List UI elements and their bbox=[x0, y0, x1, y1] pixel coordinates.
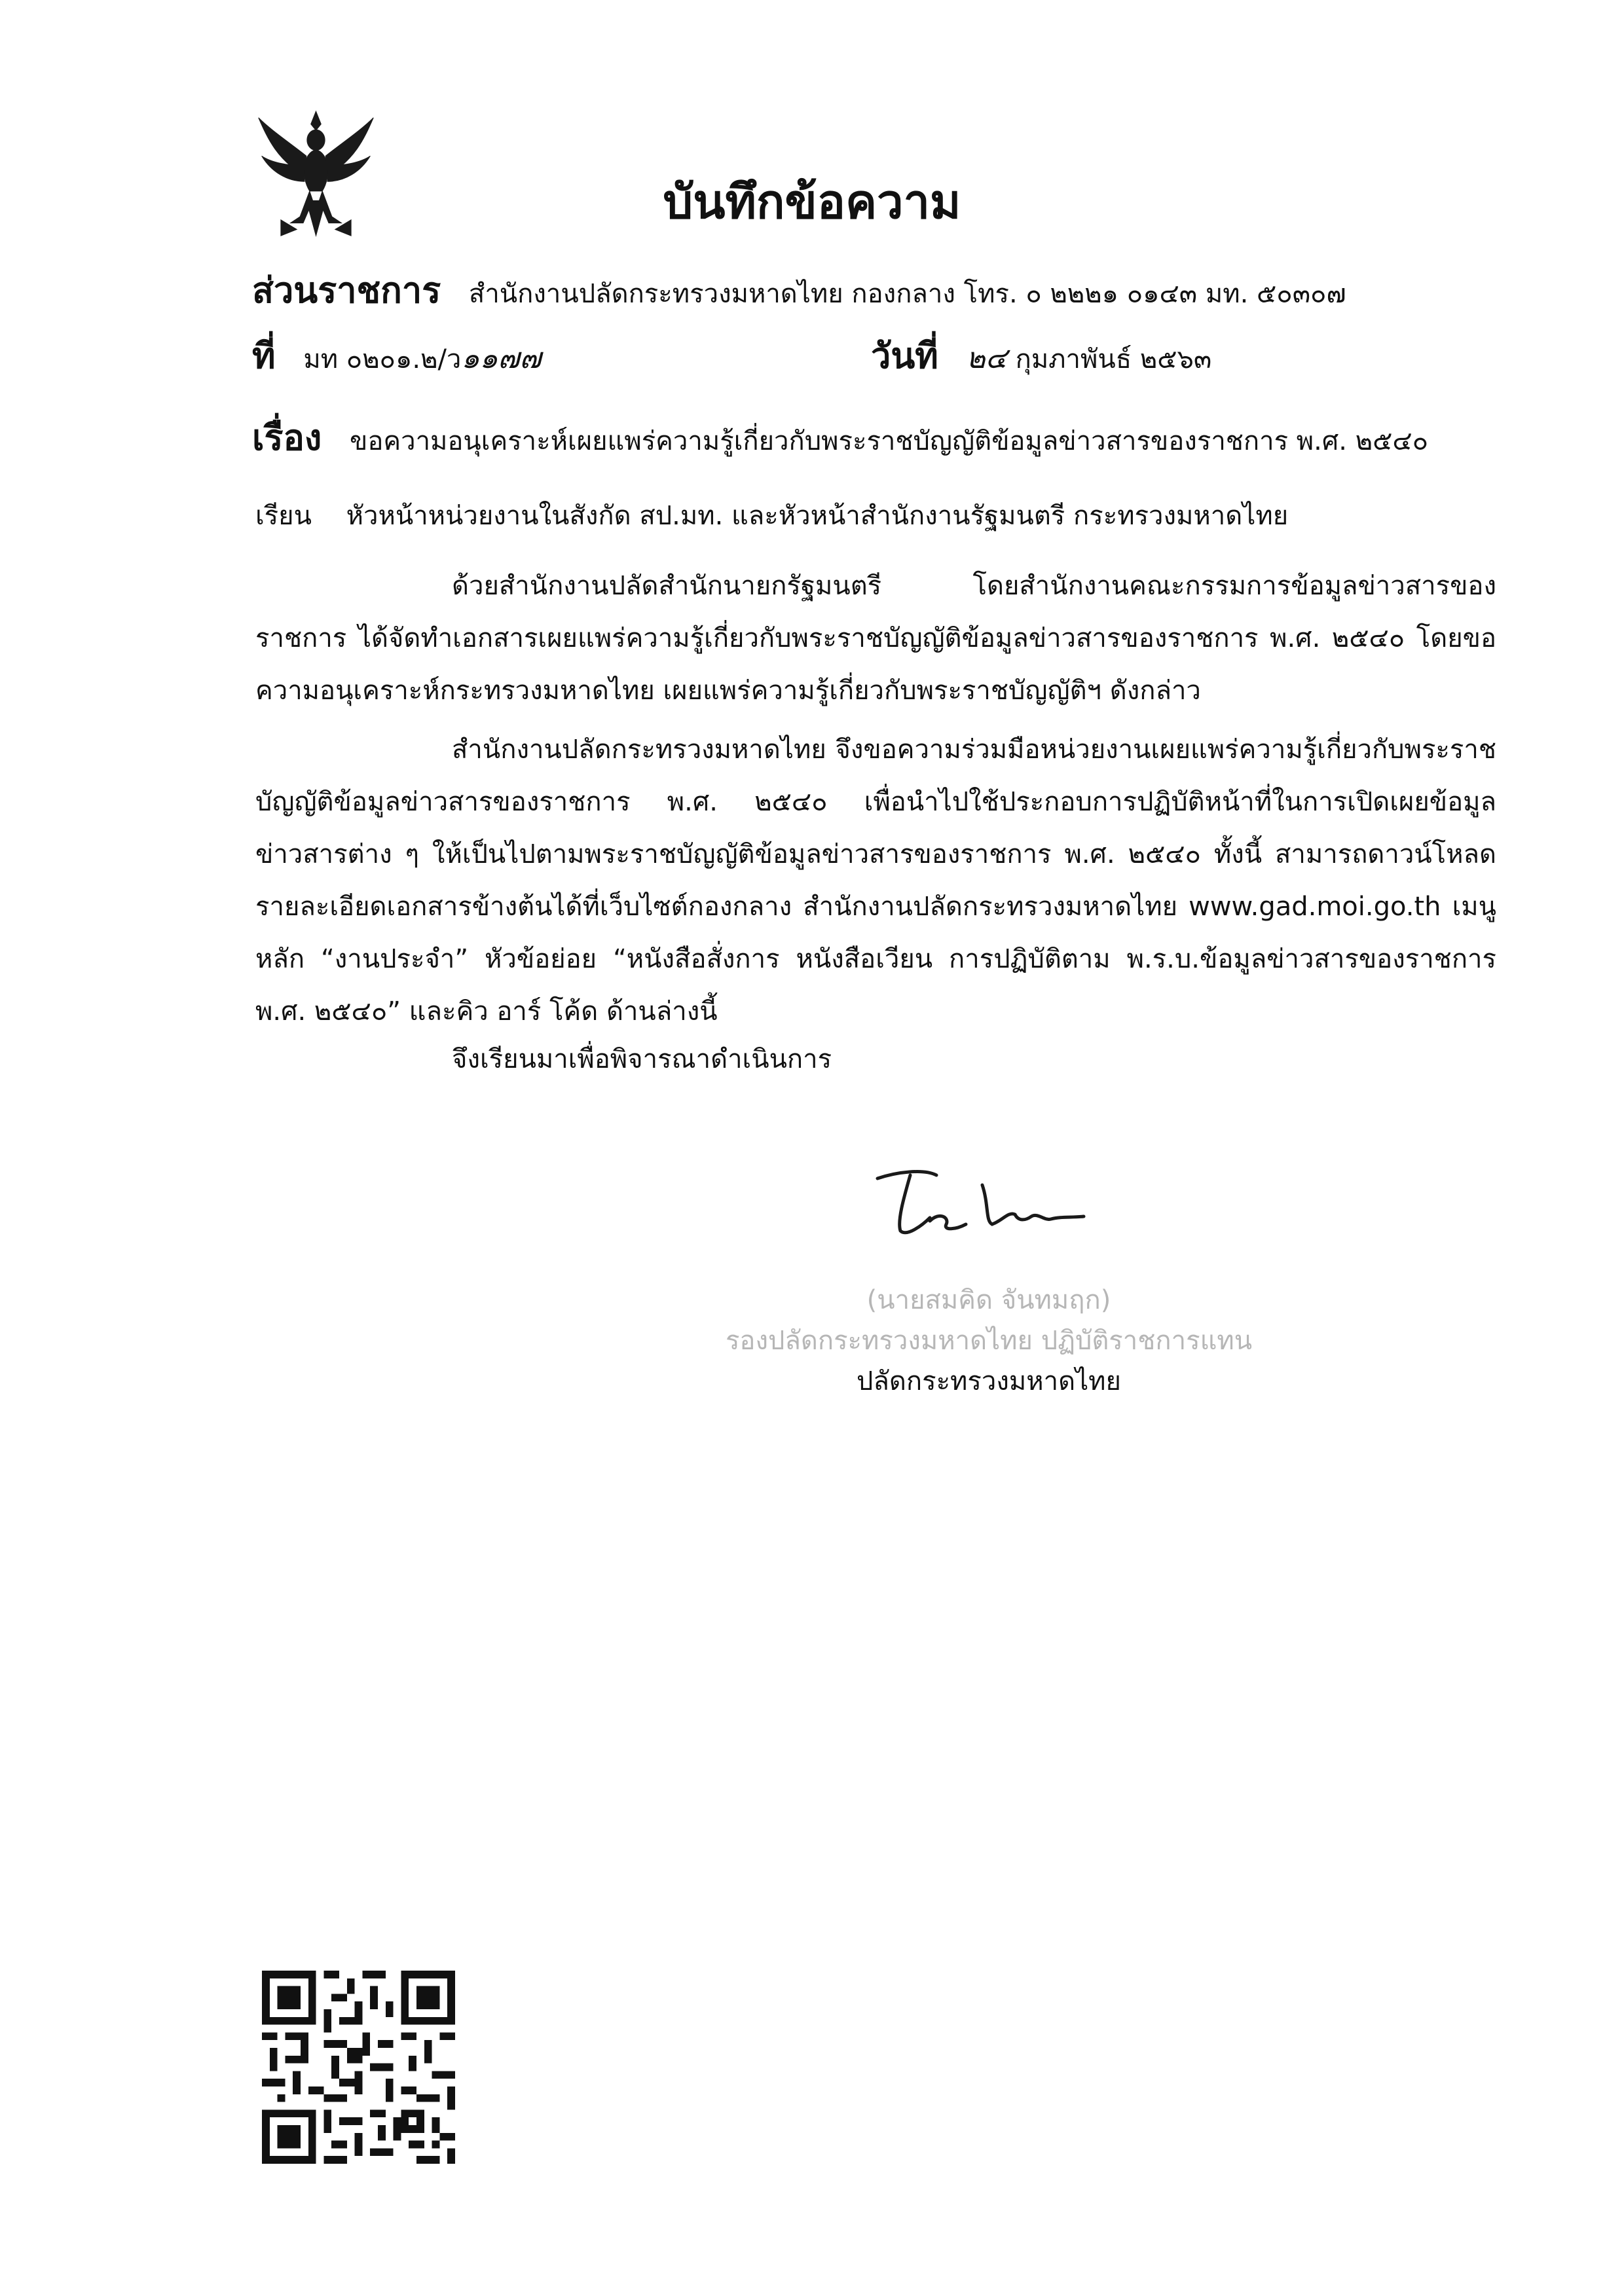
closing-line: จึงเรียนมาเพื่อพิจารณาดำเนินการ bbox=[452, 1044, 832, 1074]
subject-row bbox=[252, 409, 1428, 465]
signatory-position-line1: รองปลัดกระทรวงมหาดไทย ปฏิบัติราชการแทน bbox=[725, 1326, 1253, 1356]
department-row bbox=[252, 262, 1346, 318]
body-paragraph-2 bbox=[255, 723, 1496, 1038]
reference-number-handwritten: ๑๑๗๗ bbox=[461, 342, 542, 375]
subject-label: เรื่อง bbox=[252, 417, 322, 458]
body-paragraph-1-text: ด้วยสำนักงานปลัดสำนักนายกรัฐมนตรี โดยสำนักงานคณะกรรมการข้อมูลข่าวสารของราชการ ได้จัดทำเอกสารเผยแพร่ความรู้เกี่ยวกับพระราชบัญญัติข้อมูลข่าวสารของราชการ พ.ศ. ๒๕๔๐ โดยขอความอนุเคราะห์กระทรวงมหาดไทย เผยแพร่ความรู้เกี่ยวกับพระราชบัญญัติฯ ดังกล่าว bbox=[255, 571, 1496, 706]
page-title: บันทึกข้อความ bbox=[663, 174, 961, 229]
salutation-value: หัวหน้าหน่วยงานในสังกัด สป.มท. และหัวหน้าสำนักงานรัฐมนตรี กระทรวงมหาดไทย bbox=[346, 501, 1289, 531]
date-row bbox=[871, 327, 1211, 384]
signature-icon bbox=[851, 1159, 1113, 1257]
signatory-name: (นายสมคิด จันทมฤก) bbox=[866, 1285, 1111, 1315]
salutation-label: เรียน bbox=[255, 501, 312, 531]
department-value: สำนักงานปลัดกระทรวงมหาดไทย กองกลาง โทร. ๐ ๒๒๒๑ ๐๑๔๓ มท. ๕๐๓๐๗ bbox=[468, 279, 1346, 309]
reference-row bbox=[252, 327, 541, 384]
body-paragraph-1 bbox=[255, 560, 1496, 717]
reference-prefix: มท ๐๒๐๑.๒/ว bbox=[303, 344, 462, 374]
signature-block bbox=[681, 1280, 1297, 1402]
department-label: ส่วนราชการ bbox=[252, 270, 441, 311]
date-label: วันที่ bbox=[871, 335, 938, 376]
subject-value: ขอความอนุเคราะห์เผยแพร่ความรู้เกี่ยวกับพระราชบัญญัติข้อมูลข่าวสารของราชการ พ.ศ. ๒๕๔๐ bbox=[349, 426, 1429, 456]
qr-code bbox=[262, 1971, 455, 2164]
date-rest: กุมภาพันธ์ ๒๕๖๓ bbox=[1015, 344, 1212, 374]
salutation-row bbox=[255, 494, 1288, 536]
signatory-position-line2: ปลัดกระทรวงมหาดไทย bbox=[856, 1366, 1121, 1396]
reference-label: ที่ bbox=[252, 335, 276, 376]
date-day-handwritten: ๒๔ bbox=[966, 342, 1007, 375]
body-paragraph-2-text: สำนักงานปลัดกระทรวงมหาดไทย จึงขอความร่วมมือหน่วยงานเผยแพร่ความรู้เกี่ยวกับพระราชบัญญัติข้อมูลข่าวสารของราชการ พ.ศ. ๒๕๔๐ เพื่อนำไปใช้ประกอบการปฏิบัติหน้าที่ในการเปิดเผยข้อมูลข่าวสารต่าง ๆ ให้เป็นไปตามพระราชบัญญัติข้อมูลข่าวสารของราชการ พ.ศ. ๒๕๔๐ ทั้งนี้ สามารถดาวน์โหลดรายละเอียดเอกสารข้างต้นได้ที่เว็บไซต์กองกลาง สำนักงานปลัดกระทรวงมหาดไทย www.gad.moi.go.th เมนูหลัก “งานประจำ” หัวข้อย่อย “หนังสือสั่งการ หนังสือเวียน การปฏิบัติตาม พ.ร.บ.ข้อมูลข่าวสารของราชการ พ.ศ. ๒๕๔๐” และคิว อาร์ โค้ด ด้านล่างนี้ bbox=[255, 735, 1496, 1027]
